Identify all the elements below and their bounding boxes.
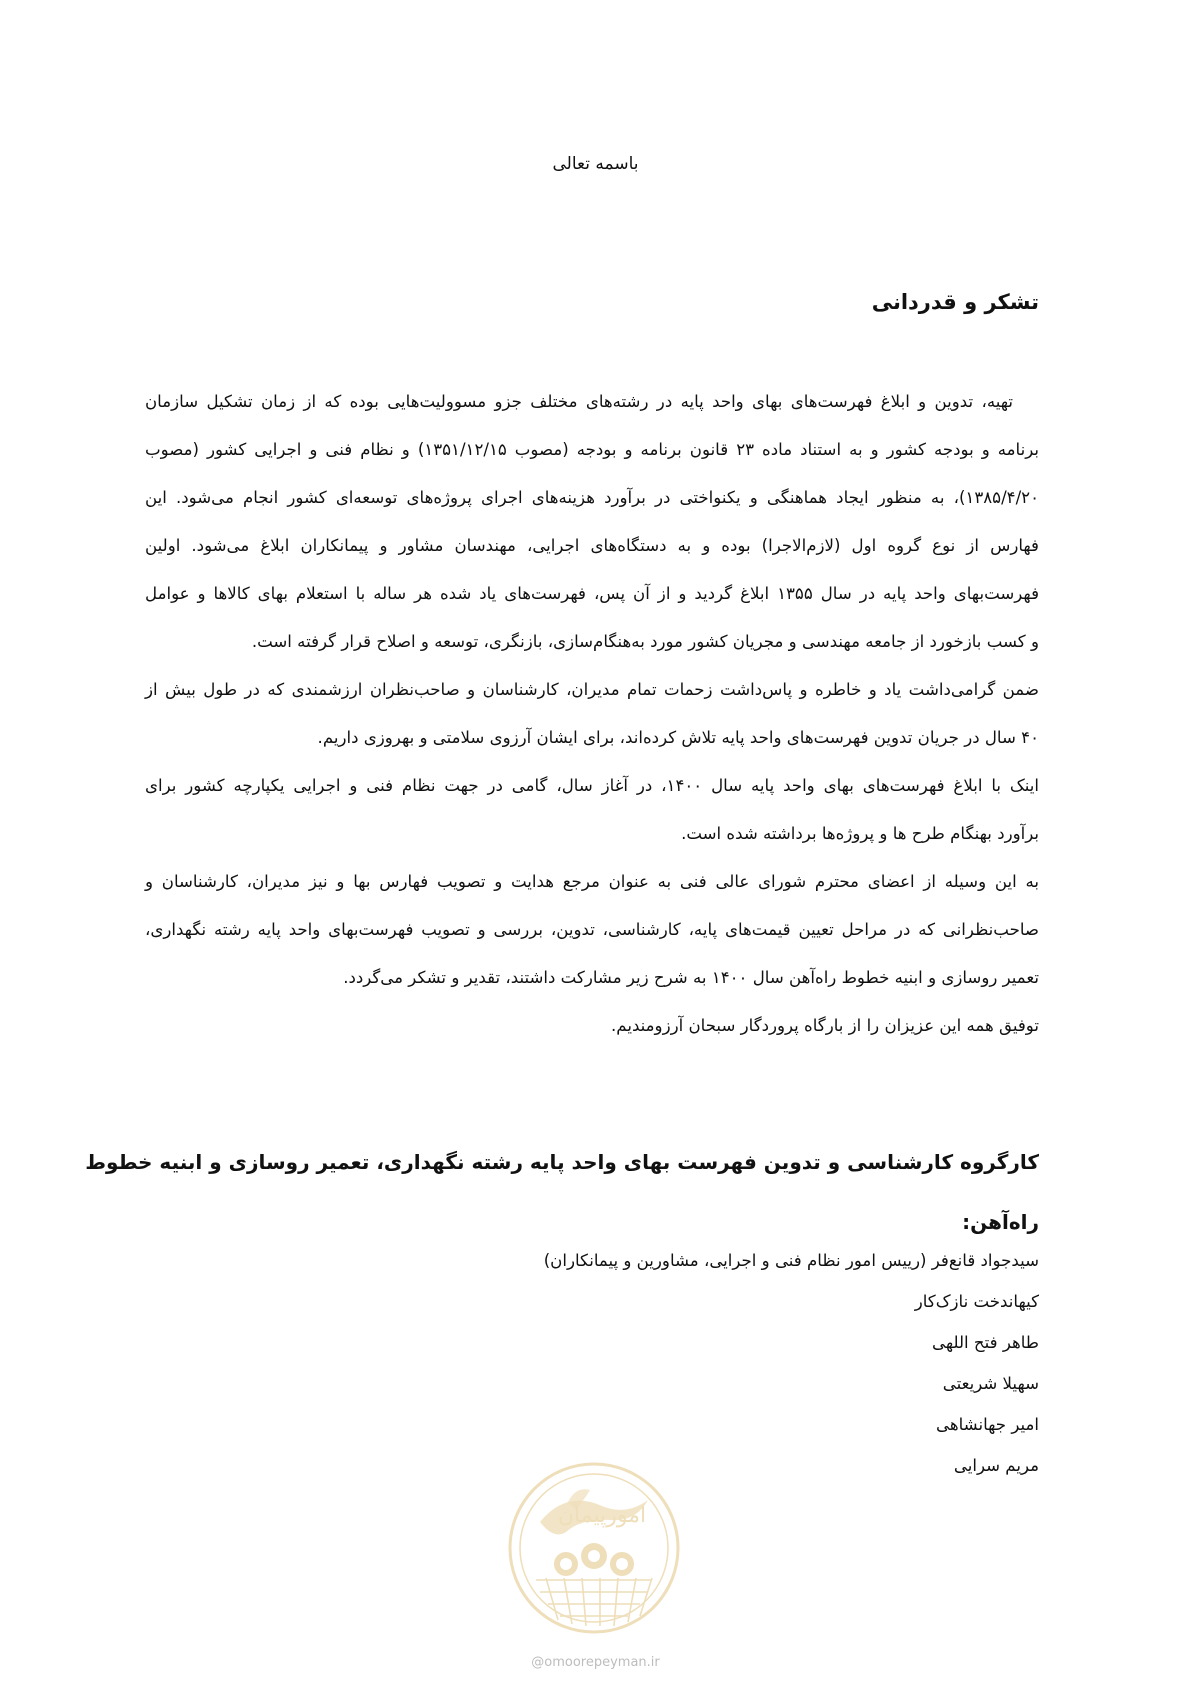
- member-list: [439, 1240, 1039, 1486]
- intro-line: برآورد بهنگام طرح ها و پروژه‌ها برداشته شده است.: [681, 824, 1039, 843]
- intro-line: اینک با ابلاغ فهرست‌های بهای واحد پایه سال ۱۴۰۰، در آغاز سال، گامی در جهت نظام فنی و اجرایی یکپارچه کشور برای: [145, 776, 1040, 795]
- member-name: سهیلا شریعتی: [942, 1374, 1039, 1393]
- member-name: امیر جهانشاهی: [936, 1415, 1039, 1434]
- watermark-logo-text: امورپیمان: [557, 1503, 647, 1528]
- intro-line: برنامه و بودجه کشور و به استناد ماده ۲۳ قانون برنامه و بودجه (مصوب ۱۳۵۱/۱۲/۱۵) و نظام فنی و اجرایی کشور (مصوب: [145, 440, 1039, 459]
- page-title: تشکر و قدردانی: [871, 290, 1039, 314]
- working-group-title: [85, 1132, 1039, 1252]
- intro-paragraphs: [145, 378, 1039, 1050]
- intro-line: فهرست‌بهای واحد پایه در سال ۱۳۵۵ ابلاغ گردید و از آن پس، فهرست‌های یاد شده هر ساله با استعلام بهای کالاها و عوامل: [145, 584, 1039, 603]
- intro-line: ضمن گرامی‌داشت یاد و خاطره و پاس‌داشت زحمات تمام مدیران، کارشناسان و صاحب‌نظران ارزشمندی که در طول بیش از: [145, 680, 1039, 699]
- working-group-title-line: راه‌آهن:: [962, 1210, 1039, 1234]
- member-name: کیهاندخت نازک‌کار: [914, 1292, 1039, 1311]
- intro-line: صاحب‌نظرانی که در مراحل تعیین قیمت‌های پایه، کارشناسی، تدوین، بررسی و تصویب فهرست‌بهای واحد پایه رشته نگهداری،: [145, 920, 1039, 939]
- intro-line: توفیق همه این عزیزان را از بارگاه پروردگار سبحان آرزومندیم.: [611, 1016, 1039, 1035]
- working-group-title-line: کارگروه کارشناسی و تدوین فهرست بهای واحد پایه رشته نگهداری، تعمیر روسازی و ابنیه خطوط: [85, 1150, 1039, 1174]
- intro-line: و کسب بازخورد از جامعه مهندسی و مجریان کشور مورد به‌هنگام‌سازی، بازنگری، توسعه و اصلاح قرار گرفته است.: [251, 632, 1039, 651]
- basmala-heading: باسمه تعالی: [552, 154, 639, 174]
- intro-line: ۴۰ سال در جریان تدوین فهرست‌های واحد پایه تلاش کرده‌اند، برای ایشان آرزوی سلامتی و بهروزی داریم.: [317, 728, 1039, 747]
- member-name: طاهر فتح اللهی: [931, 1333, 1039, 1352]
- intro-line: تهیه، تدوین و ابلاغ فهرست‌های بهای واحد پایه در رشته‌های مختلف جزو مسوولیت‌هایی بوده که از زمان تشکیل سازمان: [145, 392, 1013, 411]
- intro-line: ۱۳۸۵/۴/۲۰)، به منظور ایجاد هماهنگی و یکنواختی در برآورد هزینه‌های اجرای پروژه‌های توسعه‌ای کشور انجام می‌شود. این: [145, 488, 1039, 507]
- intro-line: فهارس از نوع گروه اول (لازم‌الاجرا) بوده و به دستگاه‌های اجرایی، مهندسان مشاور و پیمانکاران ابلاغ می‌شود. اولین: [145, 536, 1039, 555]
- watermark-logo-icon: [506, 1460, 682, 1636]
- member-name: سیدجواد قانع‌فر (رییس امور نظام فنی و اجرایی، مشاورین و پیمانکاران): [543, 1251, 1039, 1270]
- intro-line: به این وسیله از اعضای محترم شورای عالی فنی به عنوان مرجع هدایت و تصویب فهارس بها و نیز مدیران، کارشناسان و: [145, 872, 1039, 891]
- member-name: مریم سرایی: [953, 1456, 1039, 1475]
- watermark-site-url: @omoorepeyman.ir: [531, 1655, 660, 1670]
- intro-line: تعمیر روسازی و ابنیه خطوط راه‌آهن سال ۱۴۰۰ به شرح زیر مشارکت داشتند، تقدیر و تشکر می‌گردد.: [343, 968, 1039, 987]
